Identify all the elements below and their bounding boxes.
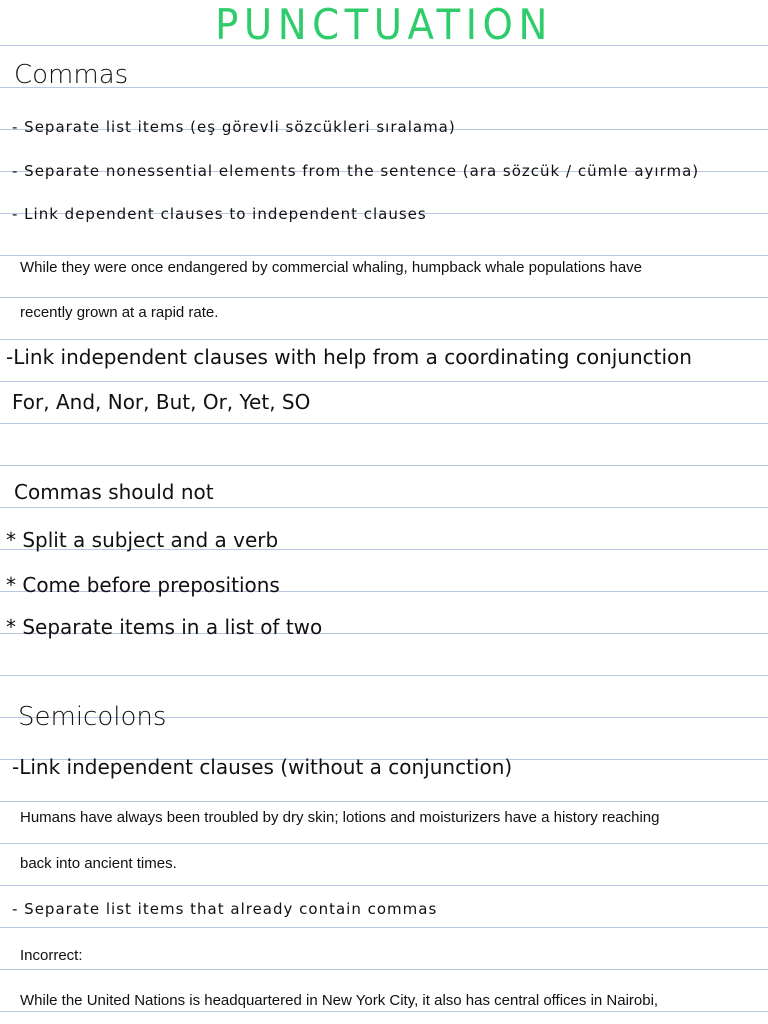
commas-rule-4: -Link independent clauses with help from a coordinating conjunction [6, 345, 692, 369]
should-not-item-1: * Split a subject and a verb [6, 528, 279, 552]
commas-rule-2: - Separate nonessential elements from the sentence (ara sözcük / cümle ayırma) [12, 162, 700, 180]
semicolons-rule-1: -Link independent clauses (without a conjunction) [12, 755, 513, 779]
should-not-item-3: * Separate items in a list of two [6, 615, 323, 639]
commas-should-not-heading: Commas should not [14, 480, 214, 504]
semicolons-example-line-2: back into ancient times. [20, 855, 177, 872]
incorrect-label: Incorrect: [20, 947, 83, 964]
incorrect-example: While the United Nations is headquartered in New York City, it also has central offices in Nairobi, [20, 992, 659, 1009]
commas-example-line-2: recently grown at a rapid rate. [20, 304, 219, 321]
semicolons-rule-2: - Separate list items that already contain commas [12, 900, 438, 918]
page-title: PUNCTUATION [215, 0, 553, 49]
fanboys-list: For, And, Nor, But, Or, Yet, SO [12, 390, 311, 414]
semicolons-heading: Semicolons [18, 702, 167, 732]
semicolons-example-line-1: Humans have always been troubled by dry skin; lotions and moisturizers have a history reaching [20, 809, 660, 826]
commas-example-line-1: While they were once endangered by commercial whaling, humpback whale populations have [20, 259, 643, 276]
commas-heading: Commas [14, 60, 129, 90]
commas-rule-1: - Separate list items (eş görevli sözcükleri sıralama) [12, 118, 456, 136]
commas-rule-3: - Link dependent clauses to independent clauses [12, 205, 427, 223]
should-not-item-2: * Come before prepositions [6, 573, 280, 597]
